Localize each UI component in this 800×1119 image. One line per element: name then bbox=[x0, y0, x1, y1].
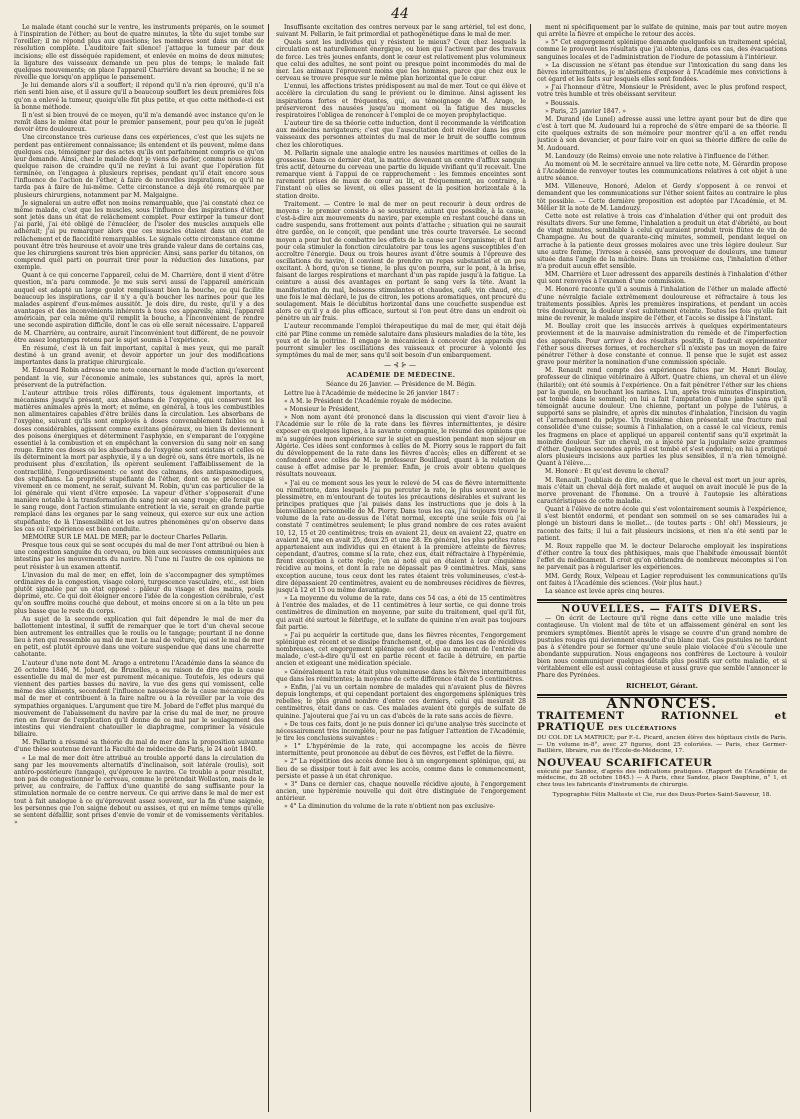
article-paragraph: Quant à ce qui concerne l'appareil, celui de M. Charrière, dont il vient d'être question, m'a paru commode. Je me suis servi aussi de l'appareil américain auquel est adapté un large goulot remplissant bien la bouche, ce qui facilite beaucoup les inspirations, car il n'y a qu'à boucher les narines pour que les malades aspirent d'eux-mêmes aussitôt. Je dois dire, du reste, qu'il y a des avantages et des inconvénients inhérents à tous ces appareils; ainsi, l'appareil américain, par cela même qu'il remplit la bouche, a l'inconvénient de rendre une seconde aspiration difficile, dont le cas où elle serait nécessaire. L'appareil de M. Charrière, au contraire, aurait l'inconvénient tout différent, de ne pouvoir être assez longtemps retenu par le sujet soumis à l'expérience. bbox=[14, 272, 264, 344]
column-1 bbox=[14, 24, 264, 1104]
article-paragraph: M. Landouzy (de Reims) envoie une note relative à l'influence de l'éther. bbox=[545, 152, 769, 160]
ad-1-title-text: TRAITEMENT RATIONNEL et PRATIQUE bbox=[537, 709, 787, 733]
article-paragraph: « Le mal de mer doit être attribué au trouble apporté dans la circulation du sang par les mouvements alternatifs d'inclinaison, soit latérale (roulis), soit antéro-postérieure (tangage), qu'éprouve le navire. Ce trouble a pour résultat, non pas de congestionner le cerveau, comme le prétendait Wollaston, mais de le priver, au contraire, de l'afflux d'une quantité de sang suffisante pour la stimulation normale de ce centre nerveux. Ce qui arrive dans le mal de mer est tout à fait analogue à ce qu'éprouvent assez souvent, sur la fin d'une saignée, les personnes que l'on saigne debout ou assises, et qui en même temps qu'elle se sentent défaillir, sont prises d'envie de vomir et de vomissements véritables. » bbox=[14, 754, 264, 827]
column-3 bbox=[537, 24, 787, 1104]
article-paragraph: Je lui demande alors s'il a souffert; il répond qu'il n'a rien éprouvé, qu'il n'a rien senti bien aise, et il assure qu'il a beaucoup souffert les deux premières fois qu'on a enlevé la tumeur, quoiqu'elle fût plus petite, et que cette méthode-ci est la bonne méthode. bbox=[14, 82, 264, 111]
article-paragraph: M. Boullay croit que les insuccès arrivés à quelques expérimentateurs proviennent et de la mauvaise administration du remède et de l'imperfection des appareils. Pour arriver à des résultats positifs, il faudrait expérimenter l'éther sous diverses formes, et rechercher s'il n'existe pas un moyen de faire pénétrer l'éther à dose constante et connue. Il pense que le sujet est assez grave pour mériter la nomination d'une commission spéciale. bbox=[537, 323, 787, 367]
article-paragraph: Je signalerai un autre effet non moins remarquable, que j'ai constaté chez ce même malade, c'est que les muscles, sous l'influence des inspirations d'éther, sont jetés dans un état de relâchement complet. Pour extirper la tumeur dont j'ai parlé, j'ai été obligé de l'énucléer, de l'isoler des muscles auxquels elle adhérait; j'ai pu remarquer alors que ces muscles étaient dans un état de relâchement et de flaccidité remarquables. Le signale cette circonstance comme pouvant être très heureuse et avoir une très grande valeur dans de certains cas, que les chirurgiens sauront très bien apprécier. Ainsi, sans parler du tétanos, on comprend quel parti on pourrait tirer pour la réduction des luxations, par exemple. bbox=[14, 199, 264, 272]
ad-1-text: DU COL DE LA MATRICE; par F.-L. Picard, ancien élève des hôpitaux civils de Paris. — Un volume in-8°, avec 27 figures, dont 25 coloriées. — Paris, chez Germer-Baillière, libraire, rue de l'École-de-Médecine, 17. bbox=[537, 734, 787, 755]
ad-1-side: DES ULCÉRATIONS bbox=[608, 725, 677, 732]
article-paragraph: » De tous ces faits, dont je ne puis donner ici qu'une analyse très succincte et nécessairement très incomplète, pour ne pas fatiguer l'attention de l'Académie, je tire les conclusions suivantes : bbox=[276, 720, 526, 742]
article-paragraph: MM. Gerdy, Roux, Velpeau et Lagier reproduisent les communications qu'ils ont faites à l'Académie des sciences. (Voir plus haut.) bbox=[537, 572, 787, 587]
article-paragraph: ment ni spécifiquement par le sulfate de quinine, mais par tout autre moyen qui arrête la fièvre et empêche le retour des accès. bbox=[537, 24, 787, 39]
page-number: 44 bbox=[391, 6, 409, 22]
article-paragraph: Quels sont les individus qui y résistent le mieux? Ceux chez lesquels la circulation est naturellement énergique, ou bien qui l'activent par des travaux de force. Les très jeunes enfants, dont le cœur est relativement plus volumineux que celui des adultes, ne sont point ou presque point incommodés du mal de mer. Les animaux l'éprouvent moins que les hommes, parce que chez eux le cerveau se trouve presque sur le même plan horizontal que le cœur. bbox=[276, 39, 526, 83]
article-paragraph: » J'ai pu acquérir la certitude que, dans les fièvres récentes, l'engorgement splénique est récent et se dissipe franchement, et, que dans les cas de récidives nombreuses, cet engorgement splénique est double au moment de l'entrée du malade, c'est-à-dire qu'il est en partie récent et facile à détruire, en partie ancien et exigeant une médication spéciale. bbox=[276, 631, 526, 668]
article-paragraph: Lettre lue à l'Académie de médecine le 26 janvier 1847 : bbox=[284, 389, 459, 397]
article-paragraph: Au moment où M. le secrétaire annuel va lire cette note, M. Gérardin propose à l'Académie de renvoyer toutes les communications relatives à cet objet à une autre séance. bbox=[537, 160, 787, 183]
article-paragraph: L'invasion du mal de mer, en effet, loin de s'accompagner des symptômes ordinaires de la congestion, visage coloré, turgescence vasculaire, etc., est bien plutôt signalée par un état opposé : pâleur du visage et des mains, pouls déprimé, etc. Ce qui doit éloigner encore l'idée de la congestion cérébrale, c'est qu'on souffre moins couché que debout, et moins encore si on a la tête un peu plus basse que le reste du corps. bbox=[14, 571, 264, 615]
article-paragraph: M. Honoré : Et qu'est devenu le cheval? bbox=[545, 468, 669, 476]
article-paragraph: M. Edouard Robin adresse une note concernant le mode d'action qu'exercent pendant la vie, sur l'économie animale, les substances qui, après la mort, préservent de la putréfaction. bbox=[14, 367, 264, 389]
article-paragraph: Quant à l'élève de notre école qui s'est volontairement soumis à l'expérience, il s'est bientôt endormi, et pendant son sommeil on se ses camarades lui a plongé un bistouri dans le mollet... (de toutes parts : Oh! oh!) Messieurs, je raconte des faits; il lui a fait plusieurs incisions, et rien n'a été senti par le patient. bbox=[537, 506, 787, 542]
article-paragraph: » Paris, 25 janvier 1847. » bbox=[545, 107, 627, 115]
article-paragraph: L'ennui, les affections tristes prédisposent au mal de mer. Tout ce qui élève et accélère la circulation du sang le prévient ou le diminue. Ainsi agissent les inspirations fortes et fréquentes, qui, au témoignage de M. Arago, le préserveront des nausées jusqu'au moment où la fatigue des muscles respiratoires l'obligea de renoncer à l'emploi de ce moyen prophylactique. bbox=[276, 83, 526, 119]
article-paragraph: M. Renault. J'oubliais de dire, en effet, que le cheval est mort un jour après, mais c'était un cheval déjà fort malade et auquel on avait inoculé le pus de la morve provenant de l'homme. On a trouvé à l'autopsie les altérations caractéristiques de cette maladie. bbox=[537, 476, 787, 505]
column-2-body-b bbox=[276, 390, 526, 811]
article-paragraph: M. Roux rappelle que M. le docteur Delaroche employait les inspirations d'éther contre la toux des phthisiques, mais que l'habitude émoussait bientôt l'effet du médicament. Il croit qu'on obtiendra de nombreux mécomptes si l'on ne parvenait pas à régulariser les expériences. bbox=[537, 542, 787, 572]
article-paragraph: M. Honoré raconte qu'il a soumis à l'inhalation de l'éther un malade affecté d'une névralgie faciale extrêmement douloureuse et réfractaire à tous les traitements possibles. Après les premières inspirations, et pendant un accès très douloureux, la douleur s'est subitement éteinte. Toutes les fois qu'elle fait mine de revenir, le malade inspire de l'éther, et l'accès se dissipe à l'instant. bbox=[537, 286, 787, 323]
article-paragraph: » J'ai eu ce moment sous les yeux le relevé de 54 cas de fièvre intermittente ou rémittente, dans lesquels j'ai pu percuter la rate, le plus souvent avec le plessimètre, en m'entourant de toutes les précautions désirables et suivant les principes pratiques que j'ai puisés dans les instructions que je dois à la bienveillance personnelle de M. Piorry. Dans tous les cas, j'ai toujours trouvé le volume de la rate au-dessus de l'état normal, excepté une seule fois où j'ai constaté 7 centimètres seulement; le plus grand nombre de ces rates avaient 10, 12, 15 et 20 centimètres; trois en avaient 21, deux en avaient 22, quatre en avaient 24, une en avait 25, deux 25 et une 28. En général, les plus petites rates appartenaient aux individus qui en étaient à la première atteinte de fièvres; cependant, d'autres, comme si la rate, chez eux, était réfractaire à l'hypérémie, firent exception à cette règle; j'en ai noté qui en étaient à leur cinquième récidive au moins, et dont la rate ne dépassait pas 9 centimètres. Mais, sans exception aucune, tous ceux dont les rates étaient très volumineuses, c'est-à-dire dépassaient 20 centimètres, avaient eu de nombreuses récidives de fièvres, jusqu'à 12 et 15 ou même davantage. bbox=[276, 479, 526, 594]
article-paragraph: Au sujet de la seconde explication qui fait dépendre le mal de mer du ballottement intestinal, il suffit de remarquer que le tort d'un cheval secoue bien autrement les entrailles que le roulis ou le tangage; pourtant il ne donne lieu à rien qui ressemble au mal de mer. Le mal de voiture, qui est le mal de mer en petit, est plutôt éprouvé dans une voiture suspendue que dans une charrette cahotante. bbox=[14, 615, 264, 659]
article-paragraph: Insuffisante excitation des centres nerveux par le sang artériel, tel est donc, suivant M. Pellarin, le fait primordial et pathogénétique dans le mal de mer. bbox=[276, 24, 526, 39]
article-paragraph: M. Renault rend compte des expériences faites par M. Henri Boulay, professeur de clinique vétérinaire à Alfort. Quatre chiens, un cheval et un élève (hilarité); ont été soumis à l'expérience. On a fait pénétrer l'éther sur les chiens par la gueule, en bouchant les narines. L'un, après trois minutes d'inspiration, est tombé dans le sommeil; on lui a fait l'amputation d'une jambe sans qu'il témoignât aucune douleur. Une chienne, portant un polype de l'utérus, a supporté sans se plaindre, et après dix minutes d'inhalation, l'incision du vagin et l'arrachement du polype. Un troisième chien présentait une fracture mal consolidée d'une cuisse; soumis à l'inhalation, on a cassé le cal vicieux, remis les fragmens en place et appliqué un appareil contentif sans qu'il exprimât la moindre douleur. Sur un cheval, on a injecté par la jugulaire seize grammes d'éther. Quelques secondes après il est tombé et s'est endormi; on lui a pratiqué alors plusieurs incisions aux parties les plus sensibles, il n'a rien témoigné. Quant à l'élève.... bbox=[537, 367, 787, 468]
article-paragraph: MÉMOIRE SUR LE MAL DE MER; par le docteur Charles Pellarin. bbox=[22, 533, 228, 541]
article-paragraph: Une circonstance très curieuse dans ces expériences, c'est que les sujets ne perdent pas entièrement connaissance; ils entendent et ils peuvent, même dans quelques cas, témoigner par des actes qu'ils ont parfaitement compris ce qu'on leur demande. Ainsi, chez le malade dont je viens de parler, comme nous avions quelque raison de craindre qu'il ne revînt à lui avant que l'opération fût terminée, on l'engagea à plusieurs reprises, pendant qu'il était encore sous l'influence de l'action de l'éther, à faire de nouvelles inspirations, ce qu'il ne tarda pas à faire de lui-même. Cette circonstance a déjà été remarquée par plusieurs chirurgiens, notamment par M. Malgaigne. bbox=[14, 134, 264, 199]
ad-2-title: NOUVEAU SCARIFICATEUR bbox=[537, 756, 713, 769]
article-paragraph: » La discussion ne s'étant pas étendue sur l'intoxication du sang dans les fièvres intermittentes, je m'abstiens d'exposer à l'Académie mes convictions à cet égard et les faits sur lesquels elles sont fondées. bbox=[537, 61, 787, 84]
article-paragraph: L'auteur tire de sa théorie cette induction, dont il recommande la vérification aux médecins navigateurs; c'est que l'auscultation doit révéler dans les gros vaisseaux des personnes atteintes du mal de mer le bruit de souffle commun chez les chlorotiques. bbox=[276, 120, 526, 149]
article-paragraph: » Enfin, j'ai vu un certain nombre de malades qui n'avaient plus de fièvres depuis longtemps, et qui cependant portaient des engorgemens spléniques très rebelles; le plus grand nombre d'entre ces derniers, celui qui mesurait 28 centimètres, était dans ce cas. Ces malades avaient été gorgés de sulfate de quinine. J'ajouterai que j'ai vu un cas d'abcès de la rate sans accès de fièvre. bbox=[276, 683, 526, 720]
column-1-body bbox=[14, 24, 264, 826]
article-paragraph: En résumé, c'est là un fait important, capital à mes yeux, qui me paraît destiné à un grand avenir, et devoir apporter un jour des modifications importantes dans la pratique chirurgicale. bbox=[14, 344, 264, 367]
article-paragraph: » La moyenne du volume de la rate, dans ces 54 cas, a été de 15 centimètres à l'entrée des malades, et de 11 centimètres à leur sortie, ce qui donne trois centimètres de diminution en moyenne, par suite du traitement, quel qu'il fût, qui avait été surtout le fébrifuge, et le sulfate de quinine n'en avait pas toujours fait partie. bbox=[276, 595, 526, 631]
article-paragraph: » 3° Dans ce dernier cas, chaque nouvelle récidive ajoute, à l'engorgement ancien, une hypérémie nouvelle qui doit être distinguée de l'engorgement antérieur. bbox=[276, 780, 526, 803]
imprint: Typographie Félix Malteste et Cie, rue des Deux-Portes-Saint-Sauveur, 18. bbox=[552, 792, 772, 799]
section-ornament: —⊰⊱— bbox=[384, 361, 418, 370]
signature: RICHELOT, Gérant. bbox=[626, 681, 698, 690]
column-2 bbox=[276, 24, 526, 1104]
article-paragraph: » 5° Cet engorgement splénique demande quelquefois un traitement spécial, comme le prouvent les résultats que j'ai obtenus, dans ces cas, des évacuations sanguines locales et de l'administration de l'iodure de potassium à l'intérieur. bbox=[537, 39, 787, 61]
annonces-heading: ANNONCES. bbox=[606, 695, 718, 712]
article-paragraph: Presque tous ceux qui se sont occupés du mal de mer l'ont attribué ou bien à une congestion sanguine du cerveau, ou bien aux secousses communiquées aux intestins par les mouvements du navire. Ni l'une ni l'autre de ces opinions ne peut résister à un examen attentif. bbox=[14, 542, 264, 571]
article-paragraph: » 2° La répétition des accès donne lieu à un engorgement splénique, qui, au lieu de se dissiper tout à fait avec les accès, comme dans le commencement, persiste et passe à un état chronique. bbox=[276, 758, 526, 780]
academy-heading: ACADÉMIE DE MÉDECINE. bbox=[346, 371, 456, 380]
article-paragraph: » J'ai l'honneur d'être, Monsieur le Président, avec le plus profond respect, votre très humble et très obéissant serviteur. bbox=[537, 84, 787, 99]
ad-2-text: exécuté par Sandoz, d'après des indications pratiques. (Rapport de l'Académie de médecine, du 28 octobre 1845.) — À Paris, chez Sandoz, place Dauphine, n° 1, et chez tous les fabricants d'instruments de chirurgie. bbox=[537, 768, 787, 788]
news-rule bbox=[537, 599, 787, 603]
article-paragraph: L'auteur recommande l'emploi thérapeutique du mal de mer, qui était déjà cité par Pline comme un remède salutaire dans plusieurs maladies de la tête, les yeux et de la poitrine. Il engage le mécanicien à concevoir des appareils qui pourront simuler les oscillations des vaisseaux et procurer à volonté les symptômes du mal de mer, sans qu'il soit besoin d'un embarquement. bbox=[276, 323, 526, 360]
article-paragraph: » 1° L'hypérémie de la rate, qui accompagne les accès de fièvre intermittente, peut prononcée au début de ces fièvres, est l'effet de la fièvre. bbox=[276, 743, 526, 758]
article-paragraph: » Boussais. bbox=[545, 99, 580, 107]
article-paragraph: « A M. le Président de l'Académie royale de médecine. bbox=[284, 397, 453, 405]
article-paragraph: » Non nom ayant été prononcé dans la discussion qui vient d'avoir lieu à l'Académie sur le rôle de la rate dans les fièvres intermittentes, je désire exposer en quelques lignes, à la savante compagnie, le résumé des opinions que m'a suggérées mon expérience sur le sujet en question pendant mon séjour en Algérie. Ces idées sont conformes à celles de M. Piorry sous le rapport du fait du développement de la rate dans les fièvres d'accès; elles en diffèrent et se confondent avec celles de M. le professeur Bouillaud, quant à la relation de cause à effet admise par le premier. Enfin, je crois avoir obtenu quelques résultats nouveaux. bbox=[276, 414, 526, 479]
article-paragraph: » 4° La diminution du volume de la rate n'obtient non pas exclusive- bbox=[284, 803, 496, 811]
article-paragraph: L'auteur attribue trois rôles différents, tous également importants, et mécanisms jusqu'à présent, aux absorbans de l'oxygène, qui conservent les matières animales après la mort; et même, en général, à tous les combustibles non alimentaires capables d'être brûlés dans la circulation. Les absorbans de l'oxygène, suivant qu'ils sont employés à doses convenablement faibles ou à doses considérables, agissent comme excitans généraux, ou bien ils deviennent des poisons énergiques et déterminent l'asphyxie, en s'emparant de l'oxygène essentiel à la combustion et en empêchant la conversion du sang noir en sang rouge. Entre ces doses où les absorbans de l'oxygène sont existans et celles où ils déterminent la mort par asphyxie, il y a un degré où, sans être mortels, ils ne produisent plus d'excitation, ils opèrent seulement l'affaiblissement de la contractilité, l'engourdissement: ce sont des calmans, des antispasmodiques, des stupéfians. La propriété stupéfiante de l'éther, dont on se préoccupe si vivement en ce moment, ne serait, suivant M. Robin, qu'un cas particulier de la loi générale qui vient d'être exposée. La vapeur d'éther s'opposerait d'une manière notable à la transformation du sang noir en sang rouge; elle ferait que le sang rouge, dont l'action stimulante entretient la vie, serait en grande partie remplacé dans les organes par le sang veineux, qui exerce sur eux une action stupéfiante; de là l'insensibilité et les autres phénomènes qu'on observe dans les cas où l'expérience est bien conduite. bbox=[14, 389, 264, 533]
column-rule-right bbox=[530, 24, 531, 1112]
article-paragraph: La séance est levée après cinq heures. bbox=[545, 587, 665, 595]
news-heading: NOUVELLES. — FAITS DIVERS. bbox=[561, 604, 763, 616]
academy-session: Séance du 26 Janvier. — Présidence de M. Bégin. bbox=[326, 380, 476, 388]
column-3-body bbox=[537, 24, 787, 595]
article-paragraph: » Généralement la rate était plus volumineuse dans les fièvres intermittentes que dans les rémittentes; la moyenne de cette différence était de 5 centimètres. bbox=[276, 668, 526, 683]
column-2-body-a bbox=[276, 24, 526, 359]
article-paragraph: Cette note est relative à trois cas d'inhalation d'éther qui ont produit des résultats divers. Sur une femme, l'inhalation a produit un état d'ébriété, au bout de vingt minutes, semblable à celui qu'auraient produit trois flûtes de vin de Champagne. Au bout de quarante-cinq minutes, sommeil, pendant lequel on arrache à la patiente deux grosses molaires avec une très légère douleur. Sur une autre femme, l'ivresse a cesséé, sans provoquer de douleurs, une tumeur située dans l'angle de la mâchoire. Dans un troisième cas, l'inhalation d'éther n'a produit aucun effet sensible. bbox=[537, 212, 787, 270]
article-paragraph: L'auteur d'une note dont M. Arago a entretenu l'Académie dans la séance du 26 octobre 1846, M. Jobard, de Bruxelles, a eu raison de dire que la cause essentielle du mal de mer est purement mécanique. Toutefois, les odeurs qui viennent des parties basses du navire, la vue des gens qui vomissent, celle même des aliments, secondent l'influence nauséeuse de la cause mécanique du mal de mer et contribuent à la faire naître ou à la réveiller par la voie des sympathies organiques. L'argument que tire M. Jobard de l'effet plus marqué du mouvement de l'abaissement du navire par la crise du mal de mer, ne prouve rien en faveur de l'explication qu'il donne de ce mal par le soulagement des intestins qui viendraient chatouiller le diaphragme, comprimer la vésicule biliaire. bbox=[14, 659, 264, 739]
article-paragraph: MM. Villeneuve, Honoré, Adelon et Gerdy s'opposent à ce renvoi et demandent que les communications sur l'éther soient faites au contraire le plus tôt possible. — Cette dernière proposition est adoptée par l'Académie, et M. Mêlier lit la note de M. Landouzy. bbox=[537, 183, 787, 212]
article-paragraph: M. Pellarin a résumé sa théorie du mal de mer dans la proposition suivante d'une thèse soutenue devant la Faculté de médecine de Paris, le 24 août 1840. bbox=[14, 739, 264, 754]
ad-1-title bbox=[537, 711, 787, 735]
column-rule-left bbox=[268, 24, 269, 1112]
article-paragraph: Il n'est si bien trouvé de ce moyen, qu'il m'a demandé avec instance qu'on le remît dans le même état pour le premier pansement, pour peu qu'on le jugeât devoir être douloureux. bbox=[14, 111, 264, 134]
article-paragraph: M. Pellarin signale une analogie entre les nausées maritimes et celles de la grossesse. Dans ce dernier état, la matrice devenant un centre d'afflux sanguin très actif, détourne du cerveau une partie du liquide vivifiant qu'il recevait. Une remarque vient à l'appui de ce rapprochement : les femmes enceintes sont rarement prises de maux de cœur au lit, et fréquemment, au contraire, à l'instant où elles se lèvent, où elles passent de la position horizontale à la station droite. bbox=[276, 149, 526, 200]
article-paragraph: M. Durand (de Lunel) adresse aussi une lettre ayant pour but de dire que c'est à tort que M. Audouard lui a reproché de s'être emparé de sa théorie. Il cite quelques extraits de son mémoire pour montrer qu'il a en effet rendu justice à son devancier, et pour faire voir en quoi sa théorie diffère de celle de M. Audouard. bbox=[537, 115, 787, 152]
article-paragraph: Traitement. — Contre le mal de mer on peut recourir à deux ordres de moyens : le premier consiste à se soustraire, autant que possible, à la cause, c'est-à-dire aux mouvements du navire, par exemple en restant couché dans un cadre suspendu, sans frottement aux points d'attache ; situation qui ne saurait être gardée, on le conçoit, que pendant une très courte traversée. Le second moyen a pour but de combattre les effets de la cause sur l'organisme; et il faut pour cela stimuler la fonction circulatoire par tous les agens susceptibles d'en accroître l'énergie. Deux ou trois heures avant d'être soumis à l'épreuve des oscillations du navire, il convient de prendre un repas substantiel et un peu excitant. À bord, qu'on se tienne, le plus qu'on pourra, sur le pont, à la brise, faisant de larges respirations et marchant d'un pas rapide jusqu'à la fatigue. La ceinture a aussi des avantages en portant le sang vers la tête. Avant la manifestation du mal, boissons stimulantes et chaudes, café, vin chaud, etc.; une fois le mal déclaré, le jus de citron, les potions aromatiques, ont procuré du soulagement. Mais le décubitus horizontal dans une couchette suspendue est alors ce qu'il y a de plus efficace, surtout si l'on peut être dans un endroit où pénètre un air frais. bbox=[276, 200, 526, 323]
news-paragraph: — On écrit de Lectoure qu'il règne dans cette ville une maladie très contagieuse. Un violent mal de tête et un affaissement général en sont les premiers symptômes. Bientôt après le visage se couvre d'un grand nombre de pustules rouges qui deviennent ensuite d'un blanc mat. Ces pustules ne tardent pas à s'étendre pour se former qu'une seule plaie violacée d'où s'écoule une abondante suppuration. Nous engageons nos confrères de Lectoure à vouloir bien nous communiquer quelques détails plus positifs sur cette maladie, et si véritablement elle est aussi contagieuse et aussi grave que semble l'annoncer le Phare des Pyrénées. bbox=[537, 615, 787, 680]
article-paragraph: MM. Charrière et Luer adressent des appareils destinés à l'inhalation d'éther qui sont renvoyés à l'examen d'une commission. bbox=[537, 271, 787, 286]
article-paragraph: « Monsieur le Président, bbox=[284, 405, 360, 413]
article-paragraph: Le malade étant couché sur le ventre, les instruments préparés, on le soumet à l'inspiration de l'éther; au bout de quatre minutes, la tête du sujet tombe sur l'oreiller; il ne répond plus aux questions; les membres sont dans un état de résolution complète. L'auditoire fait silence! j'attaque la tumeur par deux incisions; elle est disséquée rapidement, et enlevée en moins de deux minutes; la ligature des vaisseaux demande un peu plus de temps; le malade fait quelques mouvements; on place l'appareil Charrière devant sa bouche; il ne se réveille que lorsqu'on applique le pansement. bbox=[14, 24, 264, 82]
